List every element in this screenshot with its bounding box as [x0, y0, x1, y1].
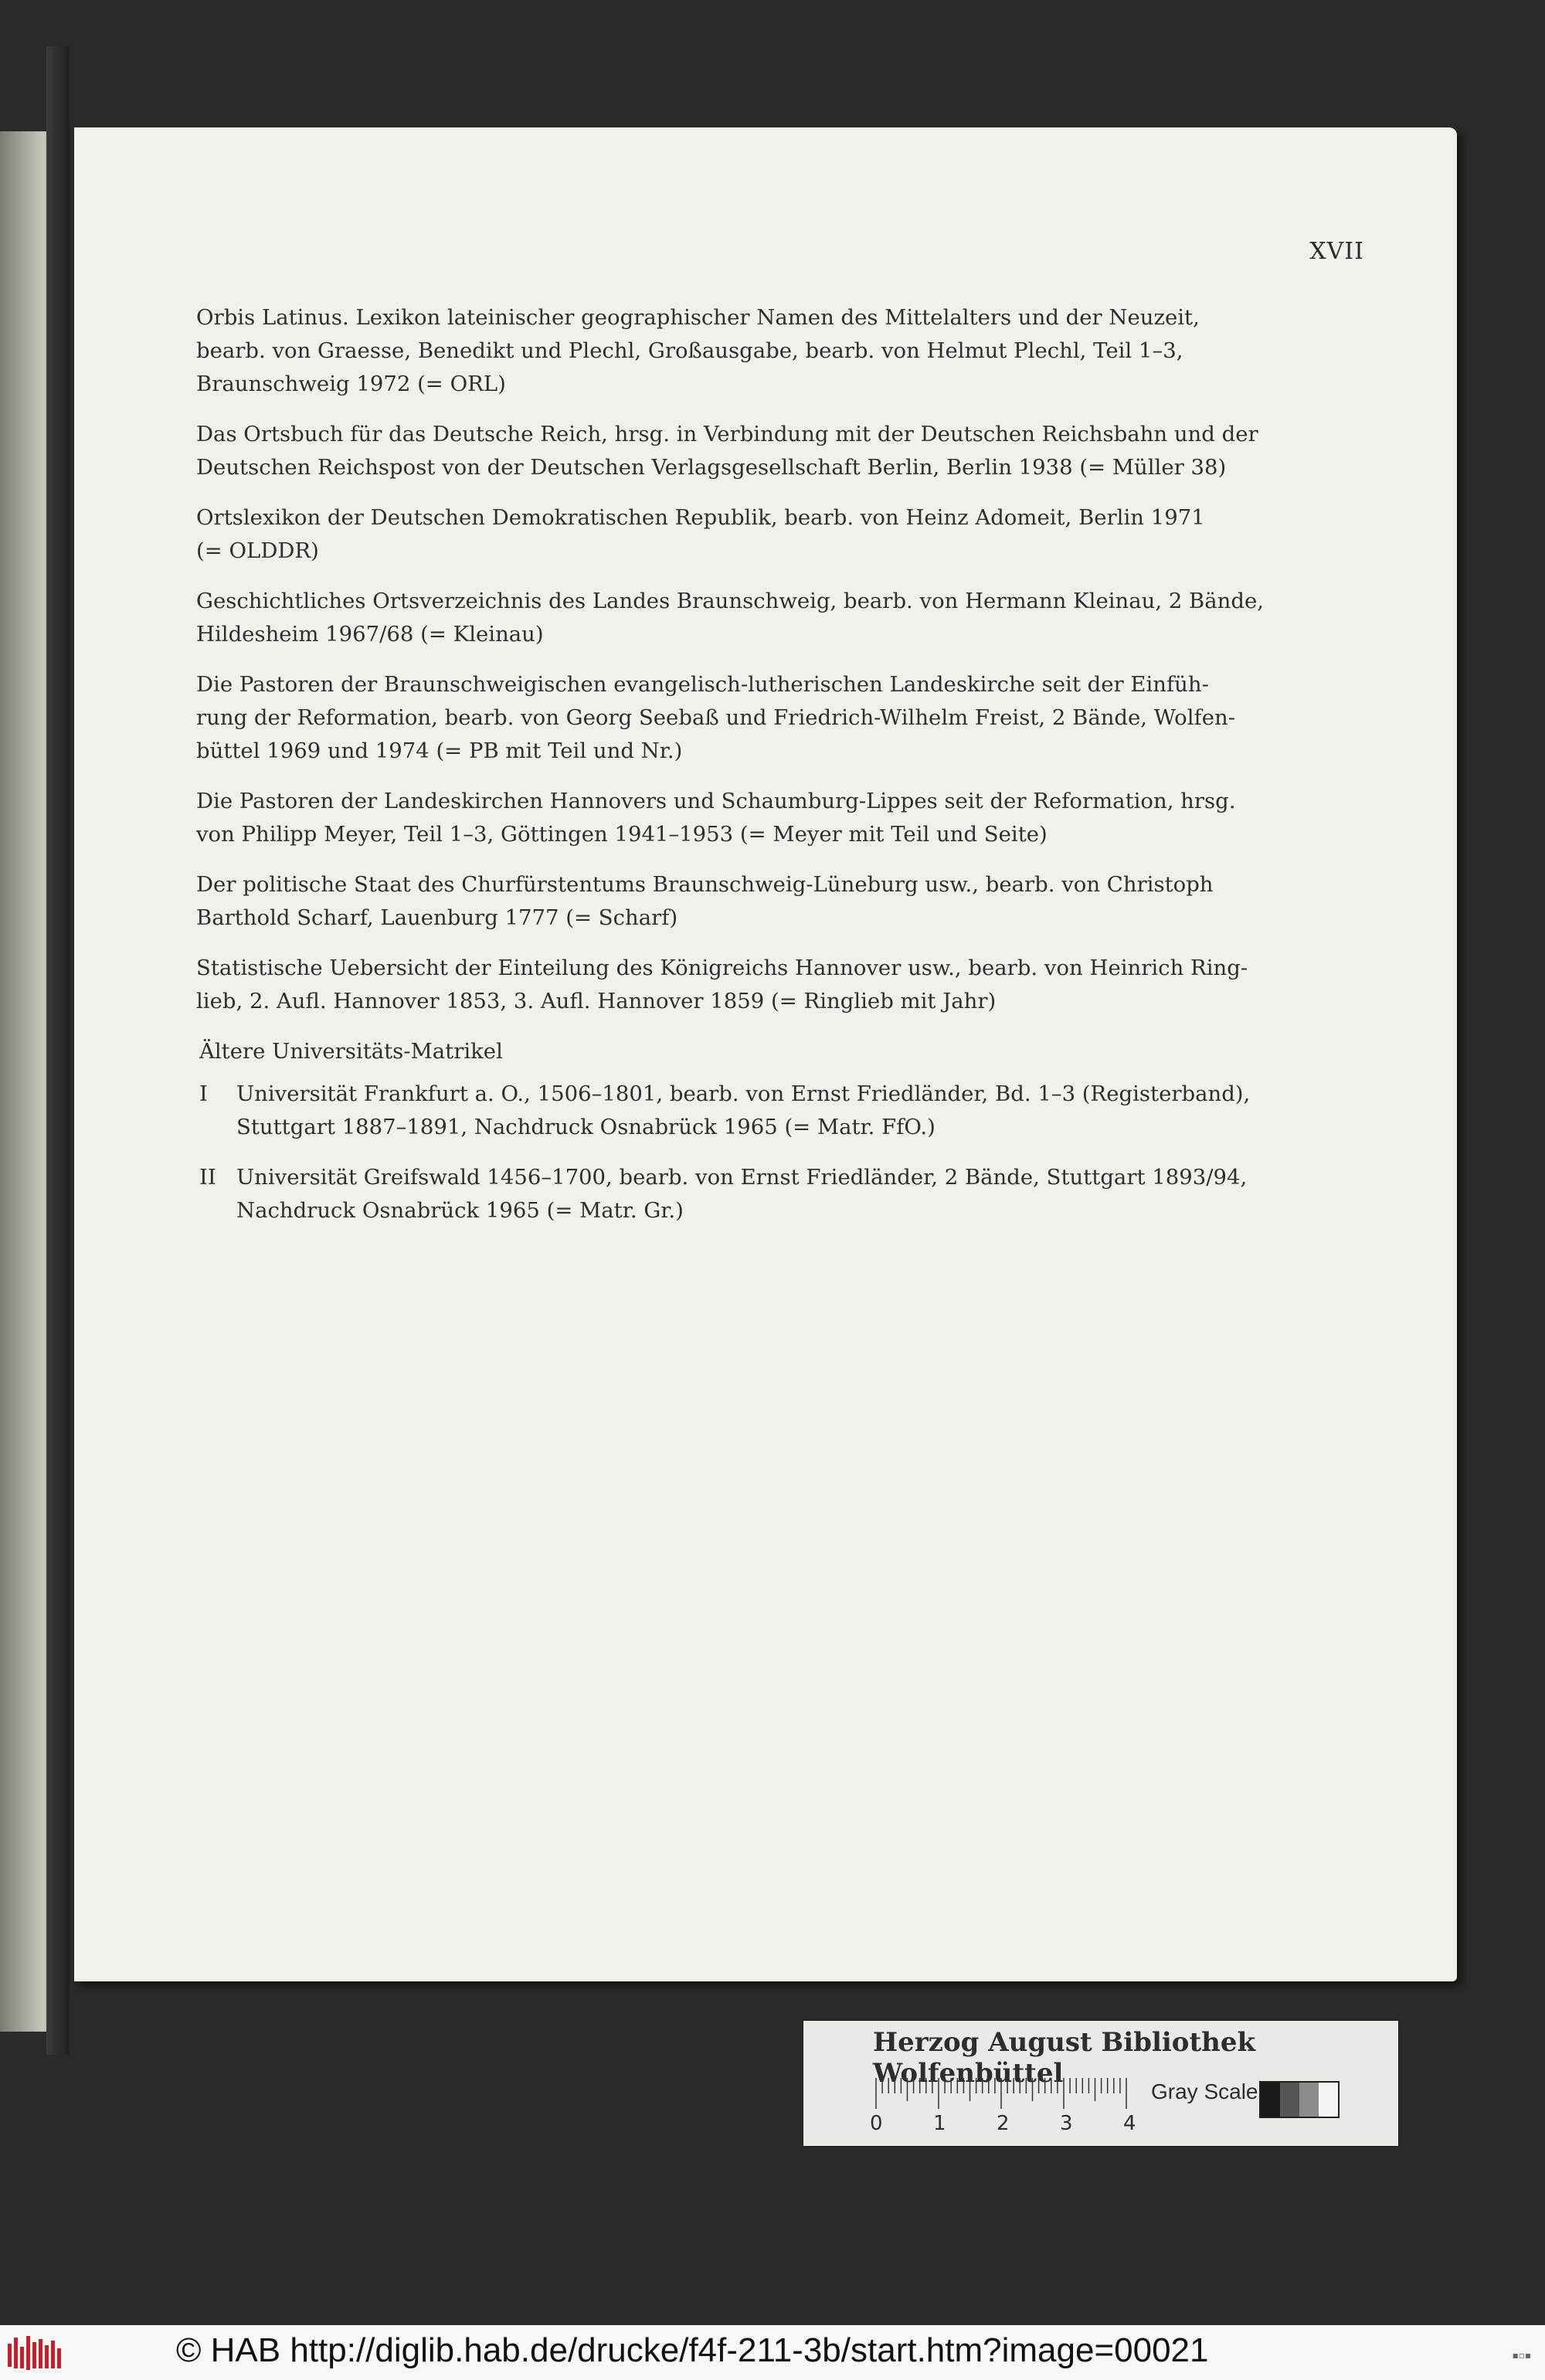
entry-line: lieb, 2. Aufl. Hannover 1853, 3. Aufl. Hannover 1859 (= Ringlieb mit Jahr): [196, 989, 997, 1013]
matrikel-entry: [199, 1161, 1324, 1227]
ruler-number: 0: [870, 2112, 883, 2135]
bibliography-entry: [196, 952, 1324, 1018]
entry-line: von Philipp Meyer, Teil 1–3, Göttingen 1941–1953 (= Meyer mit Teil und Seite): [196, 822, 1048, 847]
entry-line: Das Ortsbuch für das Deutsche Reich, hrsg. in Verbindung mit der Deutschen Reichsbahn und der: [196, 422, 1258, 446]
entry-line: Hildesheim 1967/68 (= Kleinau): [196, 622, 544, 647]
color-calibration-bar: [803, 2021, 1398, 2146]
book-page: [74, 127, 1457, 1981]
entry-line: Die Pastoren der Braunschweigischen evangelisch-lutherischen Landeskirche seit der Einfüh-: [196, 672, 1209, 697]
gray-scale-swatch: [1259, 2081, 1340, 2118]
entry-line: büttel 1969 und 1974 (= PB mit Teil und Nr.): [196, 738, 683, 763]
page-number: XVII: [1309, 238, 1364, 265]
section-heading: Ältere Universitäts-Matrikel: [199, 1039, 503, 1064]
bibliography-entry: [196, 785, 1324, 851]
entry-line: Der politische Staat des Churfürstentums Braunschweig-Lüneburg usw., bearb. von Christoph: [196, 872, 1214, 897]
entry-line: Universität Frankfurt a. O., 1506–1801, bearb. von Ernst Friedländer, Bd. 1–3 (Registerband),: [236, 1081, 1251, 1106]
entry-line: (= OLDDR): [196, 538, 319, 563]
gray-scale-label: Gray Scale: [1151, 2080, 1258, 2103]
bibliography-entry: [196, 668, 1324, 768]
entry-line: Barthold Scharf, Lauenburg 1777 (= Scharf): [196, 905, 678, 930]
bibliography-entry: [196, 501, 1324, 568]
matrikel-entry: [199, 1078, 1324, 1144]
entry-line: Die Pastoren der Landeskirchen Hannovers und Schaumburg-Lippes seit der Reformation, hrsg.: [196, 789, 1236, 813]
bibliography-entry: [196, 585, 1324, 651]
footer-bar: [0, 2325, 1545, 2380]
library-name: Herzog August Bibliothek Wolfenbüttel: [873, 2027, 1256, 2089]
entry-line: Nachdruck Osnabrück 1965 (= Matr. Gr.): [236, 1198, 684, 1223]
entry-line: Stuttgart 1887–1891, Nachdruck Osnabrück 1965 (= Matr. FfO.): [236, 1115, 935, 1139]
entry-line: rung der Reformation, bearb. von Georg Seebaß und Friedrich-Wilhelm Freist, 2 Bände, Wolfen-: [196, 705, 1235, 730]
bibliography-entry: [196, 301, 1324, 401]
roman-numeral: I: [199, 1081, 208, 1106]
entry-line: Orbis Latinus. Lexikon lateinischer geographischer Namen des Mittelalters und der Neuzeit,: [196, 305, 1200, 330]
bibliography-entry: [196, 868, 1324, 935]
gray-swatch-cell: [1319, 2083, 1338, 2117]
gray-swatch-cell: [1261, 2083, 1280, 2117]
gray-swatch-cell: [1280, 2083, 1299, 2117]
entry-line: Statistische Uebersicht der Einteilung des Königreichs Hannover usw., bearb. von Heinrich Ring-: [196, 956, 1248, 980]
entry-line: bearb. von Graesse, Benedikt und Plechl, Großausgabe, bearb. von Helmut Plechl, Teil 1–3,: [196, 338, 1183, 363]
entry-line: Universität Greifswald 1456–1700, bearb. von Ernst Friedländer, 2 Bände, Stuttgart 1893/94,: [236, 1165, 1248, 1190]
footer-marker: ▪▫▪: [1512, 2350, 1531, 2361]
ruler-number: 3: [1060, 2112, 1073, 2135]
ruler-scale: [874, 2076, 1129, 2110]
left-page-edge: [46, 46, 70, 2055]
roman-numeral: II: [199, 1165, 216, 1190]
ruler-number: 2: [997, 2112, 1010, 2135]
bibliography-entry: [196, 418, 1324, 484]
matrikel-list: [196, 1078, 1324, 1227]
bibliography-content: [196, 301, 1324, 1244]
hab-logo-icon: [6, 2333, 65, 2373]
entry-line: Geschichtliches Ortsverzeichnis des Landes Braunschweig, bearb. von Hermann Kleinau, 2 Bände,: [196, 589, 1264, 613]
ruler-number: 1: [933, 2112, 946, 2135]
copyright-url: © HAB http://diglib.hab.de/drucke/f4f-211-3b/start.htm?image=00021: [176, 2331, 1209, 2369]
entry-line: Ortslexikon der Deutschen Demokratischen Republik, bearb. von Heinz Adomeit, Berlin 1971: [196, 505, 1205, 530]
entry-line: Braunschweig 1972 (= ORL): [196, 372, 506, 396]
entry-line: Deutschen Reichspost von der Deutschen Verlagsgesellschaft Berlin, Berlin 1938 (= Müller 38): [196, 455, 1227, 480]
bibliography-entries: [196, 301, 1324, 1018]
ruler-number: 4: [1123, 2112, 1136, 2135]
gray-swatch-cell: [1299, 2083, 1319, 2117]
